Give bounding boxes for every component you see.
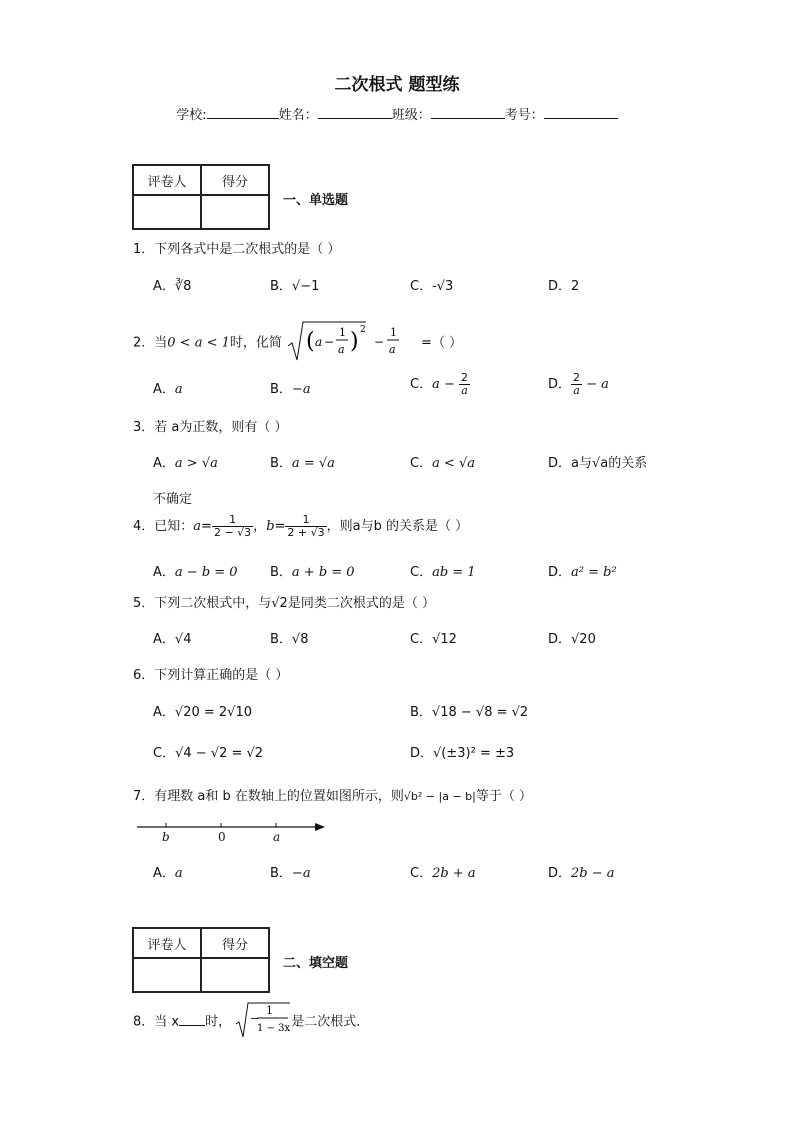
q7-option-b: B．−a bbox=[270, 866, 311, 881]
q8-stem-pre: 8．当 x bbox=[133, 1014, 180, 1030]
svg-text:1: 1 bbox=[339, 326, 347, 339]
q4-stem-end: ，则a与b 的关系是（ ） bbox=[326, 519, 469, 534]
q6-option-d: D．√(±3)² = ±3 bbox=[410, 746, 515, 761]
page-title: 二次根式 题型练 bbox=[334, 75, 460, 95]
svg-text:2: 2 bbox=[360, 325, 366, 335]
name-label: 姓名： bbox=[278, 108, 318, 123]
exam-no-label: 考号： bbox=[504, 108, 544, 123]
question-5-stem: 5．下列二次根式中，与√2是同类二次根式的是（ ） bbox=[133, 596, 435, 611]
reviewer-header: 评卷人 bbox=[133, 165, 201, 195]
class-label: 班级： bbox=[391, 108, 431, 123]
q3-option-b: B．a = √a bbox=[270, 456, 335, 471]
name-blank[interactable] bbox=[318, 105, 392, 119]
question-1-stem: 1．下列各式中是二次根式的是（ ） bbox=[133, 242, 341, 257]
q2-option-d: D． $\frac{2}{a}$ − a bbox=[548, 371, 609, 397]
q2-option-b: B．−a bbox=[270, 382, 311, 397]
svg-text:a: a bbox=[389, 343, 396, 356]
svg-text:1 − 3x: 1 − 3x bbox=[257, 1023, 291, 1034]
svg-text:−: − bbox=[374, 335, 385, 349]
q1-option-a: A．∛8 bbox=[153, 279, 192, 294]
axis-label-a: a bbox=[273, 830, 281, 844]
student-info-line bbox=[0, 104, 794, 123]
question-4-stem: 4．已知：a= $\frac{1}{2 - √3}$ ，b= $\frac{1}{2 + √3}$ ，则a与b 的关系是（ ） bbox=[133, 513, 469, 539]
q5-option-a: A．√4 bbox=[153, 632, 192, 647]
svg-text:1: 1 bbox=[390, 326, 398, 339]
q6-option-a: A．√20 = 2√10 bbox=[153, 705, 252, 720]
score-table-1 bbox=[132, 164, 270, 230]
axis-label-zero: 0 bbox=[218, 830, 226, 844]
score-cell[interactable] bbox=[201, 195, 269, 229]
reviewer-cell[interactable] bbox=[133, 195, 201, 229]
score-cell[interactable] bbox=[201, 958, 269, 992]
question-6-stem: 6．下列计算正确的是（ ） bbox=[133, 668, 289, 683]
exam-no-blank[interactable] bbox=[544, 105, 618, 119]
q7-option-a: A．a bbox=[153, 866, 183, 881]
q3-option-d: D．a与√a的关系 bbox=[548, 456, 648, 471]
reviewer-cell[interactable] bbox=[133, 958, 201, 992]
class-blank[interactable] bbox=[431, 105, 505, 119]
q4-option-c: C．ab = 1 bbox=[410, 565, 476, 580]
q8-answer-blank[interactable] bbox=[179, 1012, 205, 1026]
q4-option-a: A．a − b = 0 bbox=[153, 565, 238, 580]
q1-option-c: C．-√3 bbox=[410, 279, 454, 294]
q2-stem-end: =（ ） bbox=[421, 335, 463, 351]
score-header: 得分 bbox=[201, 928, 269, 958]
svg-text:−: − bbox=[250, 1012, 260, 1025]
svg-text:): ) bbox=[350, 329, 359, 354]
q3-option-a: A．a > √a bbox=[153, 456, 218, 471]
q5-option-b: B．√8 bbox=[270, 632, 309, 647]
question-2-stem bbox=[133, 318, 462, 368]
q2-stem-mid: 时，化简 bbox=[229, 335, 282, 351]
q7-option-c: C．2b + a bbox=[410, 866, 476, 881]
q8-radical-expression bbox=[235, 1000, 291, 1044]
q2-option-c: C．a − $\frac{2}{a}$ bbox=[410, 371, 468, 397]
question-7-stem bbox=[133, 785, 532, 804]
svg-text:a: a bbox=[315, 335, 323, 349]
svg-text:1: 1 bbox=[266, 1004, 274, 1017]
q6-option-b: B．√18 − √8 = √2 bbox=[410, 705, 529, 720]
q2-radical-expression bbox=[286, 318, 421, 368]
q8-stem-end: 是二次根式． bbox=[291, 1014, 370, 1030]
q7-stem-pre: 7．有理数 a和 b 在数轴上的位置如图所示，则 bbox=[133, 789, 404, 804]
score-table-2 bbox=[132, 927, 270, 993]
reviewer-header: 评卷人 bbox=[133, 928, 201, 958]
question-8-stem bbox=[133, 1000, 369, 1044]
q4-option-d: D．a² = b² bbox=[548, 565, 617, 580]
q5-option-c: C．√12 bbox=[410, 632, 457, 647]
q8-stem-mid: 时， bbox=[205, 1014, 232, 1030]
svg-text:−: − bbox=[324, 335, 335, 349]
q4-option-b: B．a + b = 0 bbox=[270, 565, 355, 580]
section-heading-fill-blank: 二、填空题 bbox=[283, 956, 349, 971]
q3-option-d-continued: 不确定 bbox=[153, 492, 193, 507]
q2-option-a: A．a bbox=[153, 382, 183, 397]
q1-option-b: B．√−1 bbox=[270, 279, 320, 294]
score-header: 得分 bbox=[201, 165, 269, 195]
q7-stem-end: 等于（ ） bbox=[475, 789, 532, 804]
q1-option-d: D．2 bbox=[548, 279, 580, 294]
svg-text:a: a bbox=[338, 343, 345, 356]
q6-option-c: C．√4 − √2 = √2 bbox=[153, 746, 264, 761]
q7-option-d: D．2b − a bbox=[548, 866, 615, 881]
svg-text:(: ( bbox=[306, 329, 315, 354]
q4-stem-pre: 4．已知： bbox=[133, 519, 194, 534]
section-heading-single-choice: 一、单选题 bbox=[283, 193, 349, 208]
q7-expression: √b² − |a − b| bbox=[403, 790, 476, 803]
axis-label-b: b bbox=[162, 830, 170, 844]
school-blank[interactable] bbox=[207, 105, 279, 119]
q3-option-c: C．a < √a bbox=[410, 456, 476, 471]
q2-stem-pre: 2．当 bbox=[133, 335, 168, 351]
q5-option-d: D．√20 bbox=[548, 632, 596, 647]
q2-condition: 0 < a < 1 bbox=[167, 335, 230, 351]
school-label: 学校: bbox=[176, 108, 207, 123]
question-3-stem: 3．若 a为正数，则有（ ） bbox=[133, 420, 288, 435]
